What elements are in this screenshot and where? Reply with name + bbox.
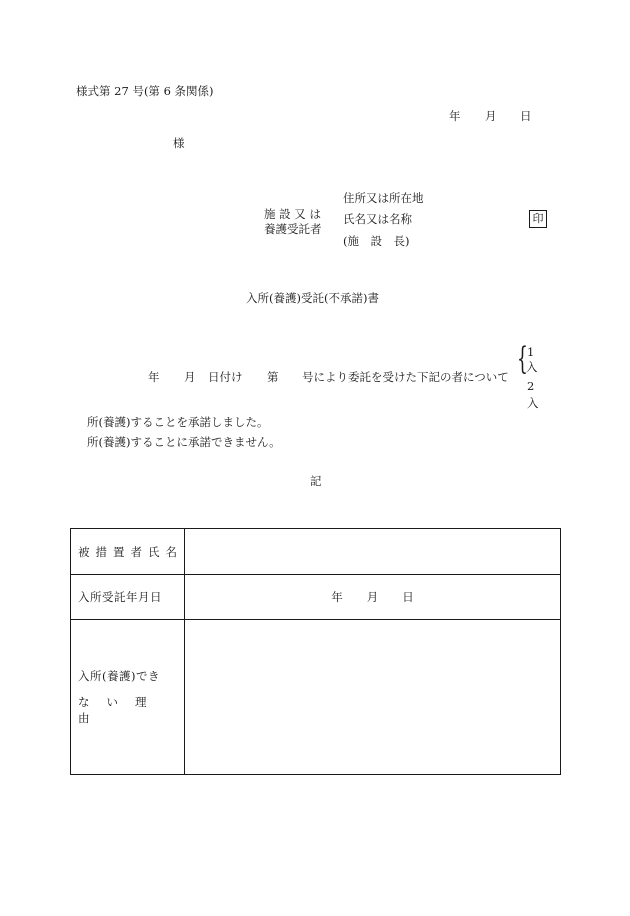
body-date-month: 月 (184, 370, 196, 384)
issue-date-day: 日 (520, 109, 532, 123)
table-row (71, 529, 561, 575)
sender-name-label: 氏名又は名称 (343, 212, 412, 226)
body-date-year: 年 (148, 370, 160, 384)
date-label: 入所受託年月日 (78, 590, 162, 604)
form-number: 様式第 27 号(第 6 条関係) (76, 84, 214, 98)
body-main-text: 号により委託を受けた下記の者について (302, 370, 509, 384)
sender-address-label: 住所又は所在地 (343, 191, 424, 205)
date-day: 日 (402, 590, 414, 604)
reason-label-line1: 入所(養護)でき (78, 669, 160, 683)
table-row (71, 575, 561, 620)
reason-value-cell[interactable] (185, 620, 561, 775)
issue-date-year: 年 (449, 109, 461, 123)
brace-icon: { (517, 341, 528, 377)
date-year: 年 (331, 590, 343, 604)
sender-role-line1: 施 設 又 は (264, 207, 321, 221)
table-row (71, 620, 561, 775)
option1-number: 1 (527, 345, 535, 359)
date-label-cell (71, 575, 185, 620)
reason-label-line2: ない理由 (78, 695, 164, 725)
option1-char: 入 (526, 360, 538, 374)
name-value-cell[interactable] (185, 529, 561, 575)
sender-head-label: (施 設 長) (343, 234, 410, 248)
body-number-prefix: 第 (267, 370, 279, 384)
option2-char: 入 (527, 396, 539, 410)
document-title: 入所(養護)受託(不承諾)書 (246, 291, 379, 305)
sender-role-line2: 養護受託者 (264, 222, 322, 236)
body-date-day: 日付け (208, 370, 243, 384)
date-value-cell[interactable] (185, 575, 561, 620)
body-line-1: 所(養護)することを承諾しました。 (87, 415, 269, 429)
name-label: 被措置者氏名 (78, 544, 183, 559)
name-label-cell (71, 529, 185, 575)
record-table (70, 528, 561, 775)
issue-date-month: 月 (485, 109, 497, 123)
reason-label-cell (71, 620, 185, 775)
date-month: 月 (366, 590, 379, 604)
record-heading: 記 (310, 474, 322, 488)
body-line-2: 所(養護)することに承諾できません。 (87, 435, 281, 449)
option2-number: 2 (527, 379, 535, 393)
addressee-suffix: 様 (173, 136, 185, 150)
seal-mark: 印 (529, 210, 547, 228)
